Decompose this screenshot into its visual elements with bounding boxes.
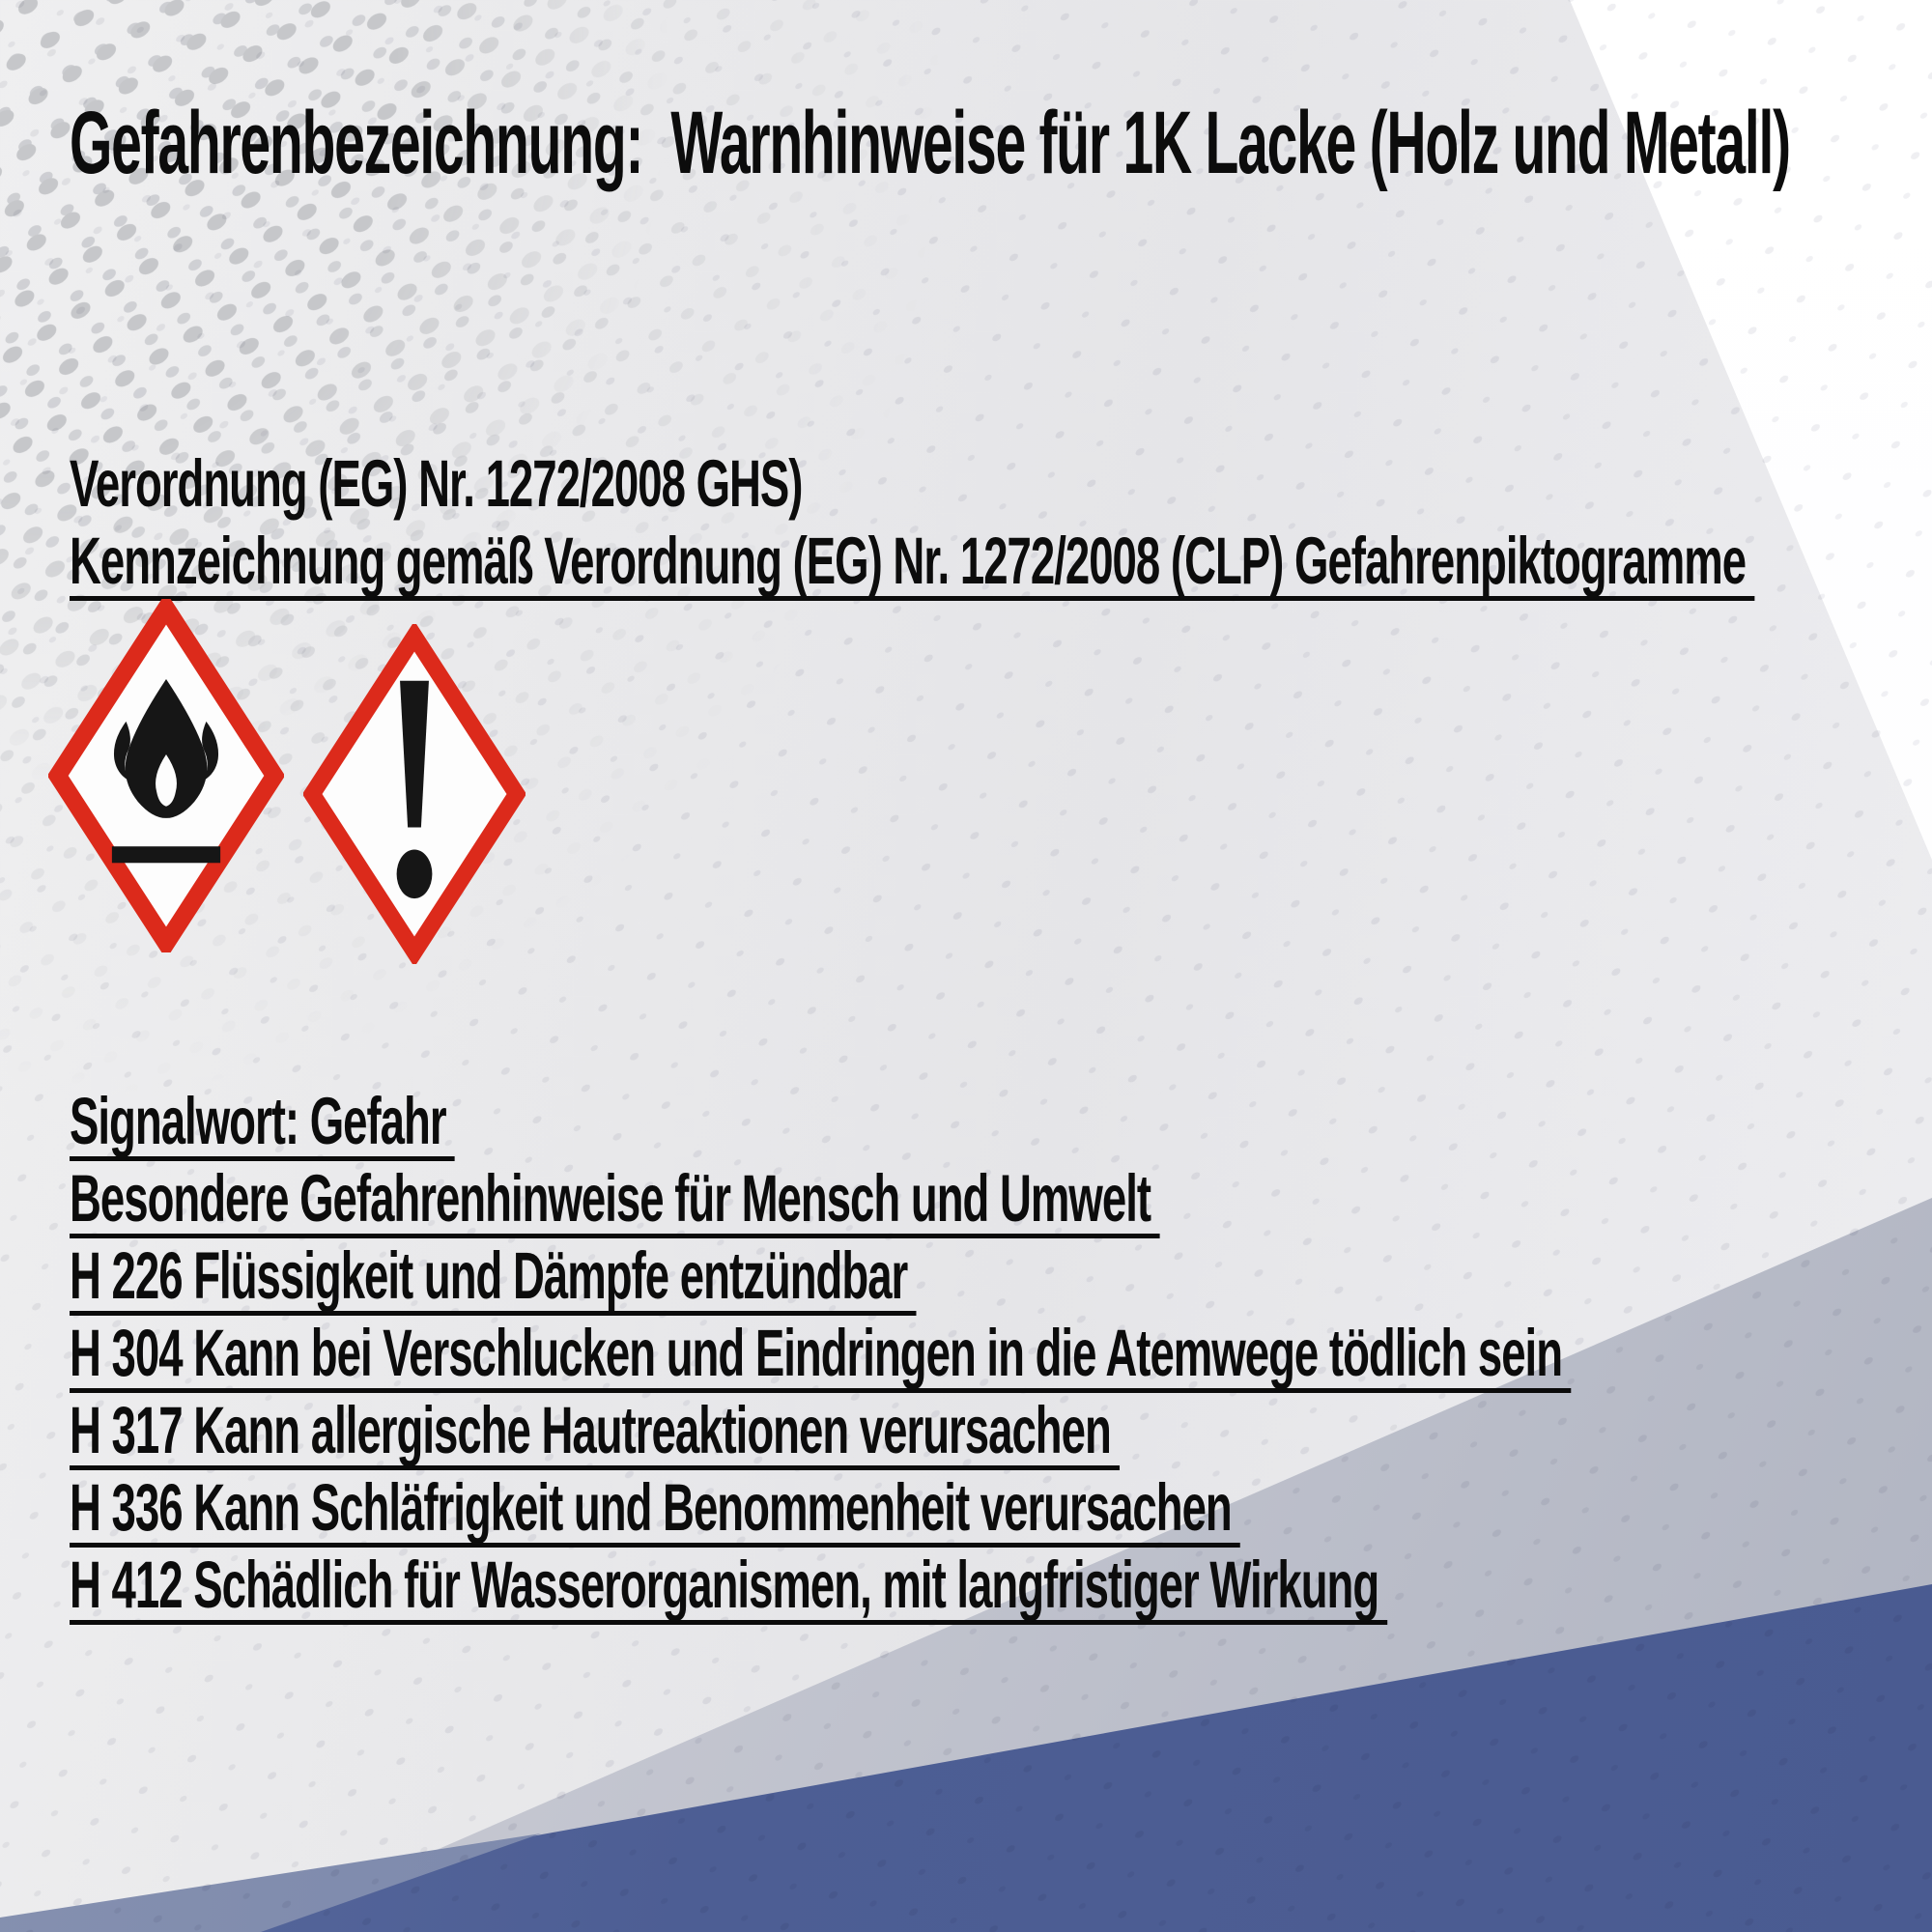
hazard-statement-h317: H 317 Kann allergische Hautreaktionen verursachen (61, 1379, 1661, 1470)
hazard-heading: Besondere Gefahrenhinweise für Mensch und Umwelt (61, 1148, 1720, 1238)
ghs-flame-pictogram (48, 599, 284, 952)
hazard-statement-h304: H 304 Kann bei Verschlucken und Eindringen in die Atemwege tödlich sein (61, 1302, 1932, 1393)
hazard-statement-h226: H 226 Flüssigkeit und Dämpfe entzündbar (61, 1225, 1352, 1316)
hazard-statement-h412: H 412 Schädlich für Wasserorganismen, mit langfristiger Wirkung (61, 1534, 1932, 1625)
signal-word: Signalwort: Gefahr (61, 1070, 653, 1161)
flame-icon (48, 599, 284, 952)
ghs-exclamation-pictogram (303, 624, 526, 964)
page-title: Gefahrenbezeichnung: Warnhinweise für 1K Lacke (Holz und Metall) (69, 94, 1790, 192)
regulation-line-1: Verordnung (EG) Nr. 1272/2008 GHS) (69, 446, 803, 521)
hazard-statement-h336: H 336 Kann Schläfrigkeit und Benommenheit verursachen (61, 1457, 1843, 1548)
exclamation-icon (303, 624, 526, 964)
regulation-line-2: Kennzeichnung gemäß Verordnung (EG) Nr. 1272/2008 (CLP) Gefahrenpiktogramme (61, 510, 1932, 601)
